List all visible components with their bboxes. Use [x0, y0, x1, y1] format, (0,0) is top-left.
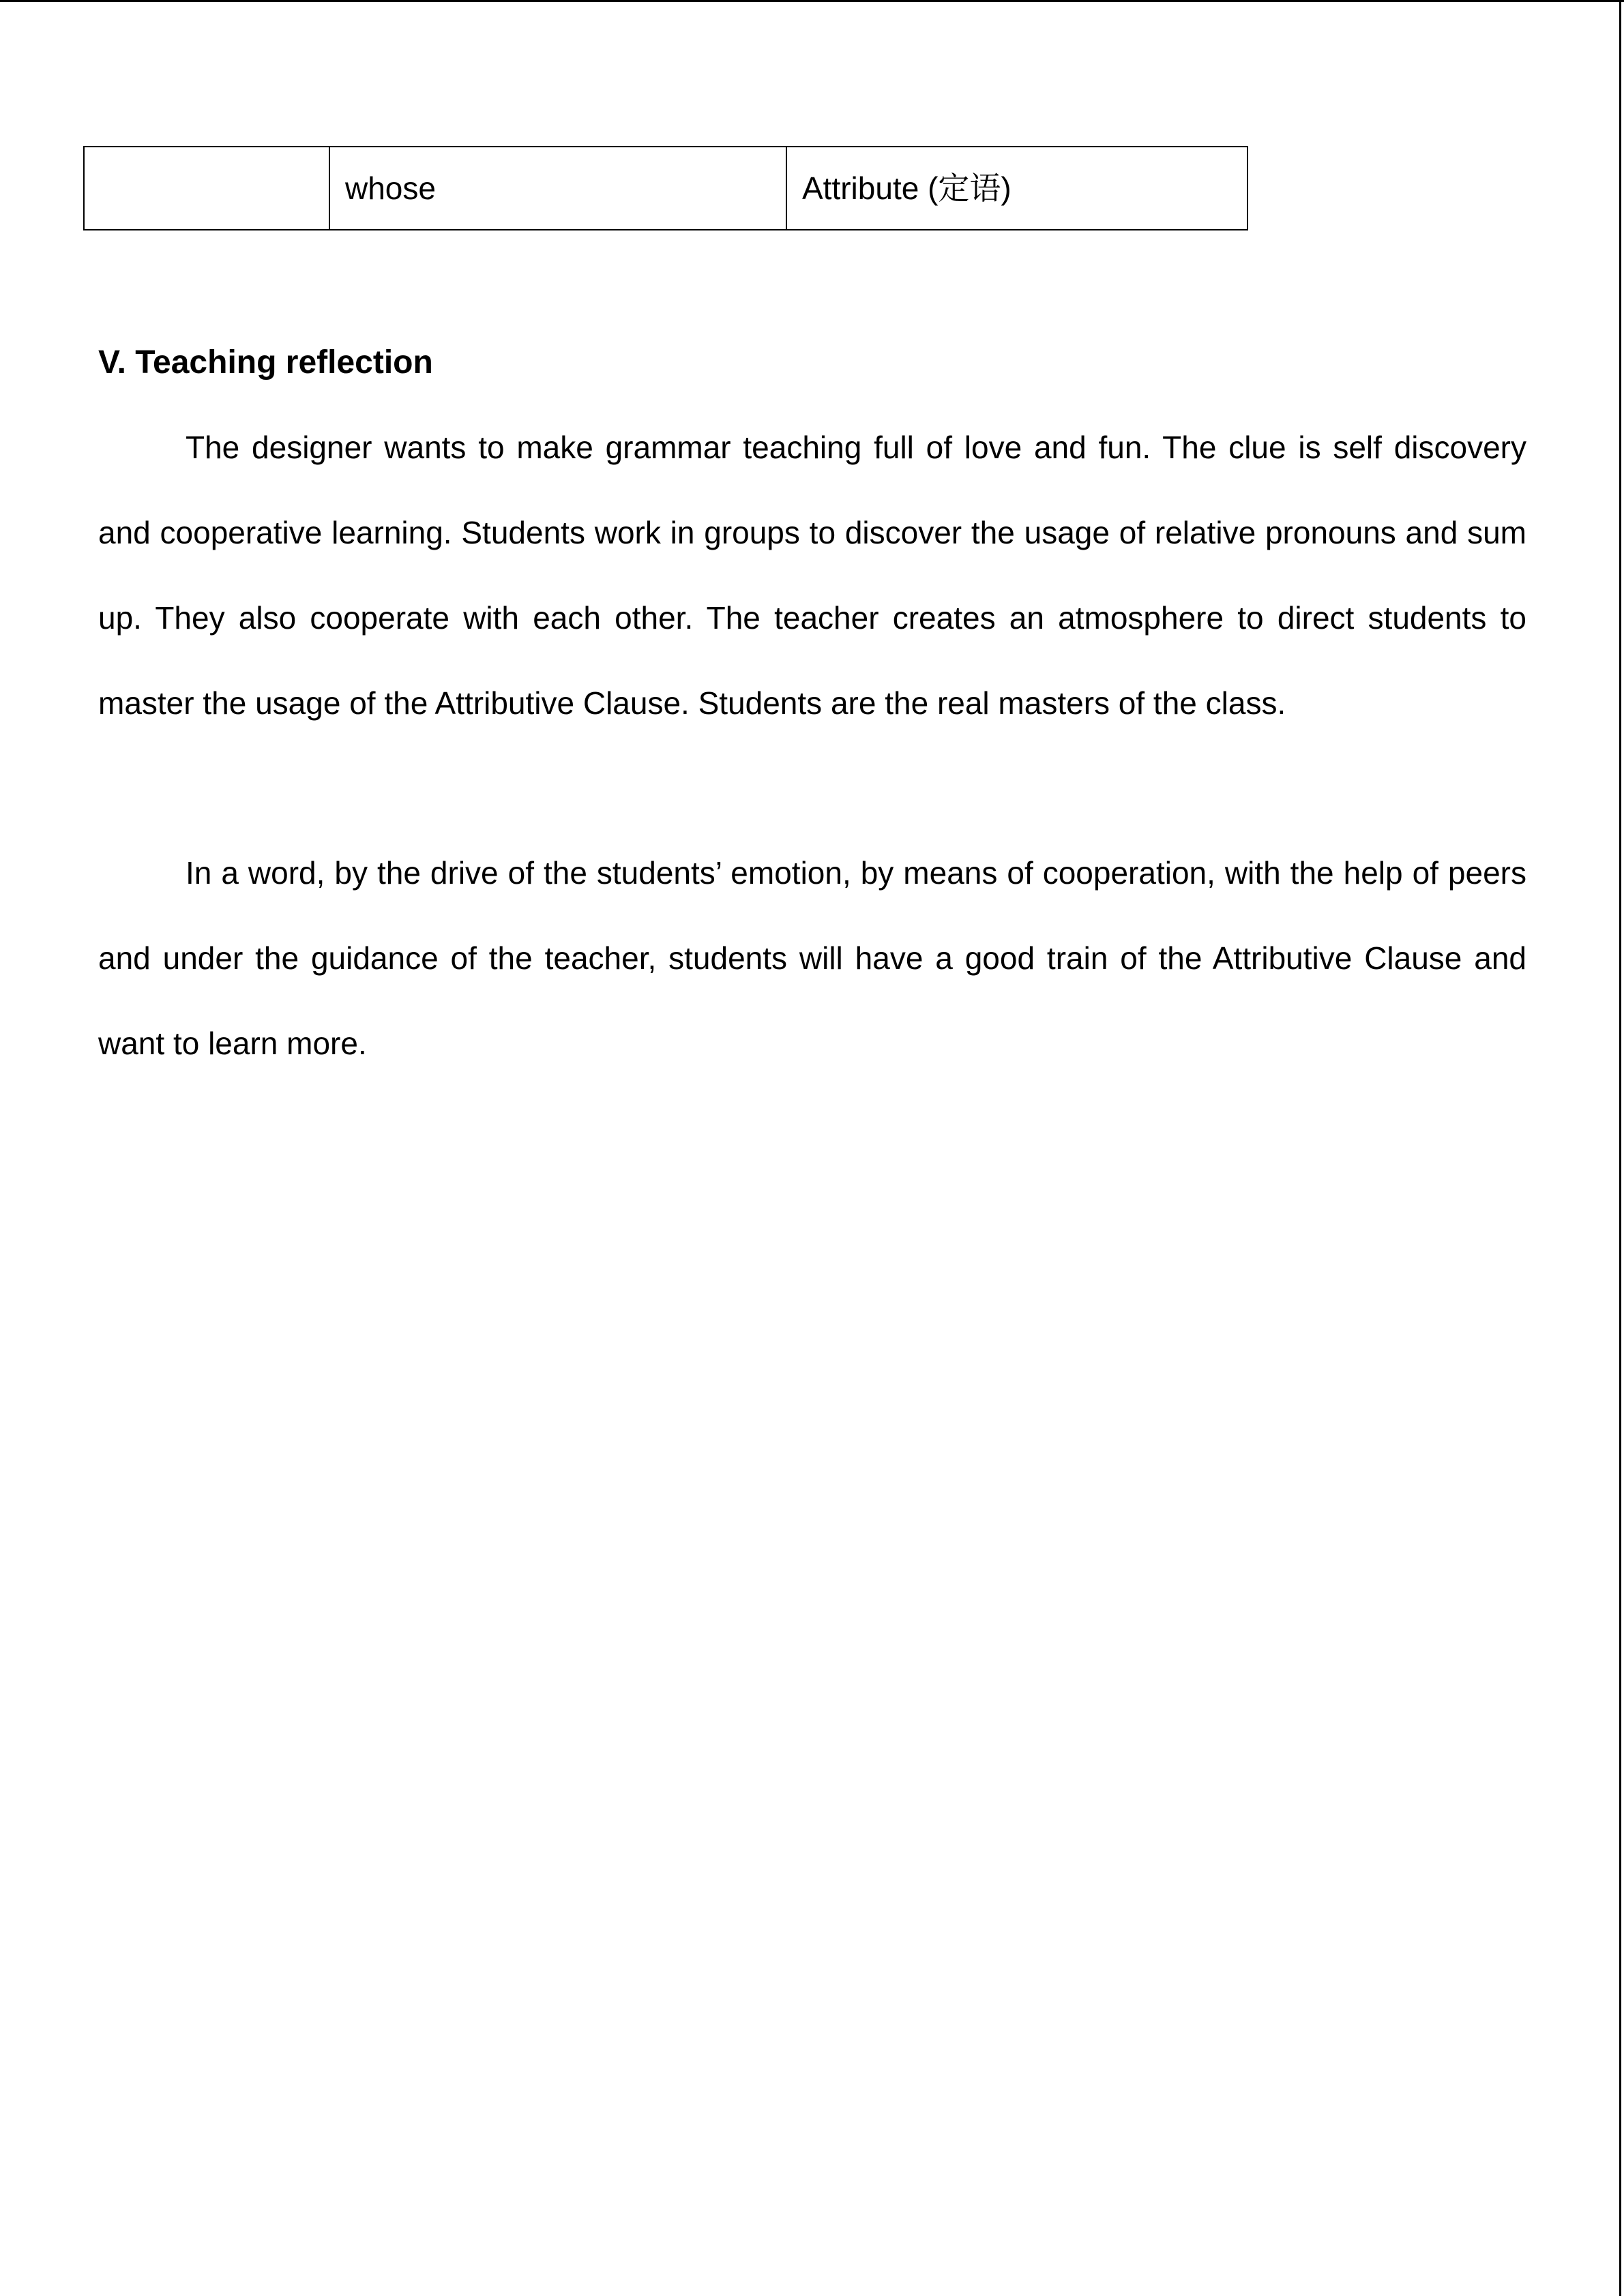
table-cell-pronoun: whose [329, 147, 786, 230]
page-border-right [1619, 0, 1621, 2296]
reflection-paragraph-2: In a word, by the drive of the students’ emotion, by means of cooperation, with the help of peers and under the guidance of the teacher, students will have a good train of the Attributive Clause and want to learn more. [98, 855, 1526, 1061]
relative-pronoun-table [83, 146, 1248, 230]
table-row [84, 147, 1247, 230]
table-cell-function: Attribute (定语) [786, 147, 1247, 230]
reflection-paragraph-1: The designer wants to make grammar teaching full of love and fun. The clue is self discovery and cooperative learning. Students work in groups to discover the usage of relative pronouns and sum up. They also cooperate with each other. The teacher creates an atmosphere to direct students to master the usage of the Attributive Clause. Students are the real masters of the class. [98, 430, 1526, 721]
page-border-top [0, 0, 1624, 2]
table-cell-empty [84, 147, 329, 230]
section-heading: V. Teaching reflection [98, 344, 433, 381]
